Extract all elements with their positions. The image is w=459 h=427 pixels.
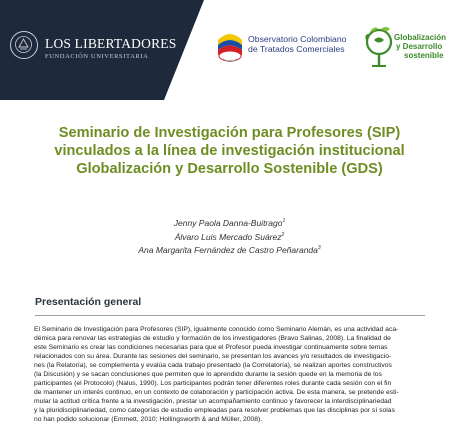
author-name: Álvaro Luis Mercado Suárez <box>174 231 282 242</box>
university-name: LOS LIBERTADORES <box>45 36 177 51</box>
gds-name-line1: Globalización <box>394 33 447 42</box>
university-subtitle: FUNDACIÓN UNIVERSITARIA <box>45 53 149 60</box>
paragraph-line: démica para renovar las estrategias de estudio y formación de los investigadores (Bravo Salinas, 2008). La finalidad de <box>34 335 391 342</box>
author-1 <box>0 216 459 229</box>
paragraph-line: mular la actitud crítica frente a la investigación, prestar un acompañamiento continuo y favorecer la interdisciplinariedad <box>34 398 392 405</box>
document-title-line3: Globalización y Desarrollo Sostenible (GDS) <box>76 161 383 177</box>
university-seal-icon <box>10 31 38 59</box>
document-title-line1: Seminario de Investigación para Profesores (SIP) <box>58 125 401 141</box>
author-affiliation-mark: 3 <box>317 245 321 251</box>
paragraph-line: relacionados con su área. Durante las sesiones del seminario, se presentan los avances y/o resultados de investigacio- <box>34 353 392 360</box>
section-heading: Presentación general <box>35 296 142 308</box>
document-title-line2: vinculados a la línea de investigación institucional <box>54 143 405 159</box>
paragraph-line: nes (la Relatoría), se complementa y evalúa cada trabajo presentado (la Correlatoría), se realizan aportes constructivos <box>34 362 392 369</box>
gds-tree-icon <box>360 22 396 77</box>
colombia-globe-icon <box>214 26 246 71</box>
author-3 <box>0 243 459 256</box>
paragraph-line: este Seminario es crear las condiciones necesarias para que el Profesor pueda investigar continuamente sobre temas <box>34 344 388 351</box>
section-divider <box>35 315 425 316</box>
author-affiliation-mark: 1 <box>282 218 286 224</box>
author-2 <box>0 230 459 243</box>
paragraph-line: participantes (el Protocolo) (Nalus, 1990). Los participantes podrán tener diferentes roles durante cada sesión con el fin <box>34 380 392 387</box>
paragraph-line: no han podido solucionar (Emmett, 2010; Hollingsworth & and Müller, 2008). <box>34 416 263 423</box>
author-name: Jenny Paola Danna-Buitrago <box>173 217 283 228</box>
gds-name-line3: sostenible <box>404 51 444 60</box>
paragraph-line: y la pluridisciplinariedad, como categorías de estudio empleadas para resolver problemas que las disciplinas por sí solas <box>34 407 395 414</box>
author-name: Ana Margarita Fernández de Castro Peñaranda <box>138 244 318 255</box>
observatory-name-line2: de Tratados Comerciales <box>248 44 345 54</box>
author-affiliation-mark: 2 <box>281 232 285 238</box>
gds-name-line2: y Desarrollo <box>396 42 443 51</box>
paragraph-line: de mantener un interés continuo, en un contexto de colaboración y participación activa. De esta manera, se pretende esti- <box>34 389 399 396</box>
observatory-name-line1: Observatorio Colombiano <box>248 34 347 44</box>
paragraph-line: (la Discusión) y se sacan conclusiones que permiten que lo aprendido durante la sesión quede en la memoria de los <box>34 371 382 378</box>
paragraph-line: El Seminario de Investigación para Profesores (SIP), igualmente conocido como Seminario Alemán, es una actividad aca- <box>34 326 399 333</box>
